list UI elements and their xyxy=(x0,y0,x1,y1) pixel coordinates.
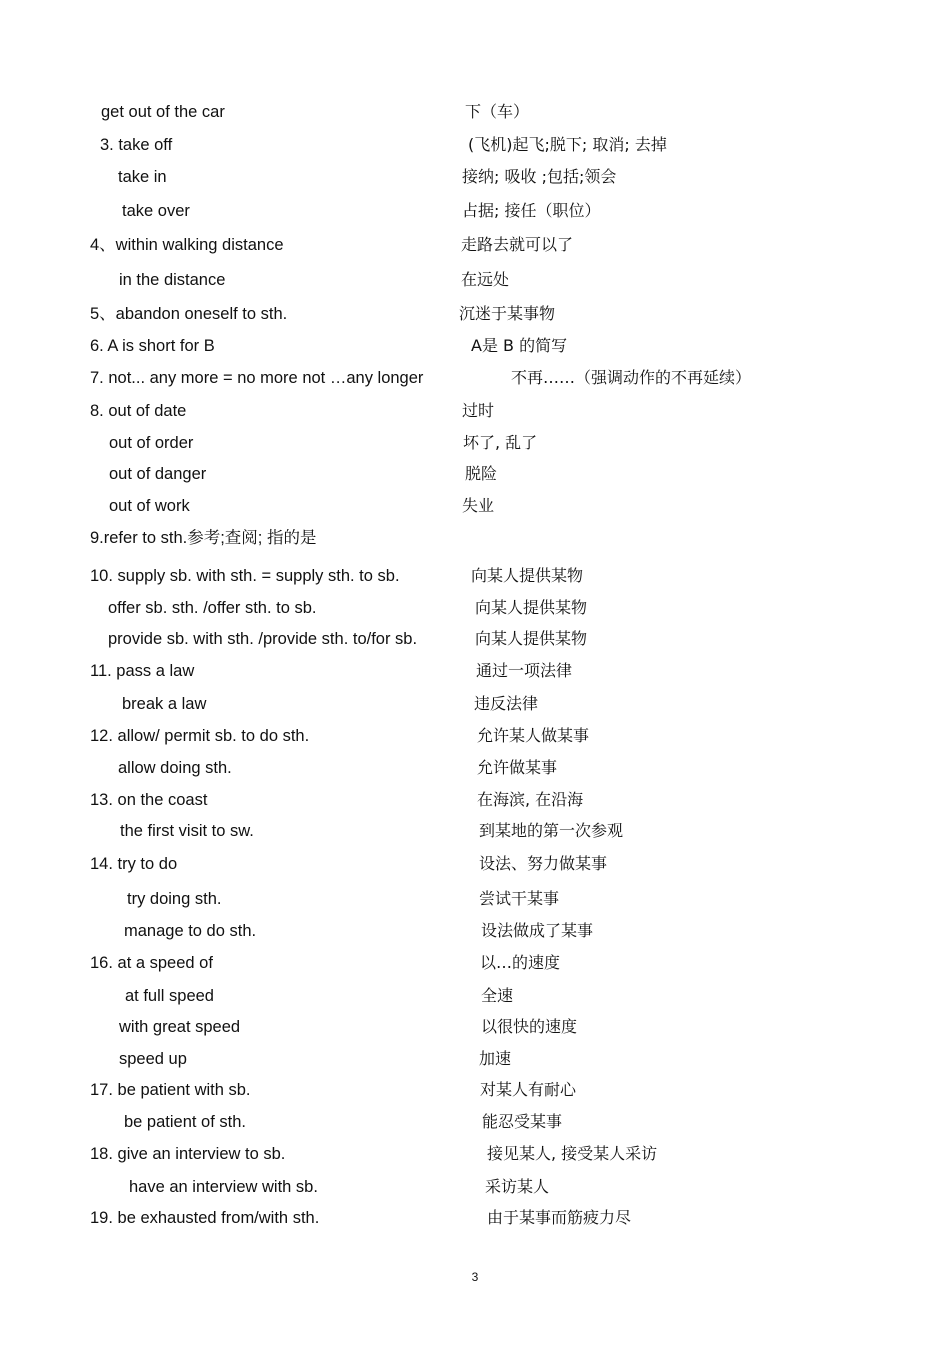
phrase-english: speed up xyxy=(119,1050,187,1068)
phrase-english: out of order xyxy=(109,434,194,452)
phrase-chinese: 全速 xyxy=(481,986,514,1005)
phrase-chinese: 设法做成了某事 xyxy=(481,921,594,940)
phrase-english: take over xyxy=(122,202,190,220)
phrase-english: 8. out of date xyxy=(90,402,187,420)
phrase-chinese: 到某地的第一次参观 xyxy=(479,821,624,840)
phrase-row xyxy=(0,267,950,293)
phrase-english: 13. on the coast xyxy=(90,791,208,809)
phrase-row xyxy=(0,493,950,519)
phrase-row xyxy=(0,1046,950,1072)
phrase-chinese: 过时 xyxy=(462,401,495,420)
phrase-english: be patient of sth. xyxy=(124,1113,247,1131)
phrase-english: 19. be exhausted from/with sth. xyxy=(90,1209,320,1227)
phrase-english: provide sb. with sth. /provide sth. to/for sb. xyxy=(108,630,418,648)
phrase-english: 10. supply sb. with sth. = supply sth. to sb. xyxy=(90,567,400,585)
phrase-chinese: 允许做某事 xyxy=(477,758,558,777)
phrase-english: 4、within walking distance xyxy=(90,236,284,254)
phrase-english: 18. give an interview to sb. xyxy=(90,1145,286,1163)
phrase-row xyxy=(0,365,950,391)
phrase-chinese: 不再……（强调动作的不再延续） xyxy=(511,368,752,387)
phrase-row xyxy=(0,132,950,158)
phrase-chinese: 允许某人做某事 xyxy=(477,726,590,745)
phrase-chinese: 接纳; 吸收 ;包括;领会 xyxy=(462,167,617,186)
phrase-row xyxy=(0,983,950,1009)
phrase-english: in the distance xyxy=(119,271,226,289)
phrase-chinese: 接见某人, 接受某人采访 xyxy=(487,1144,658,1163)
phrase-english: try doing sth. xyxy=(127,890,222,908)
phrase-english: offer sb. sth. /offer sth. to sb. xyxy=(108,599,317,617)
phrase-chinese: 坏了, 乱了 xyxy=(463,433,538,452)
phrase-english: 3. take off xyxy=(100,136,173,154)
phrase-chinese: 以…的速度 xyxy=(480,953,561,972)
phrase-chinese: 向某人提供某物 xyxy=(471,566,584,585)
phrase-row xyxy=(0,595,950,621)
phrase-row xyxy=(0,1174,950,1200)
phrase-english: get out of the car xyxy=(101,103,225,121)
phrase-chinese: 沉迷于某事物 xyxy=(459,304,556,323)
phrase-chinese: 向某人提供某物 xyxy=(475,629,588,648)
phrase-english: 12. allow/ permit sb. to do sth. xyxy=(90,727,310,745)
phrase-row xyxy=(0,99,950,125)
phrase-chinese: 在远处 xyxy=(461,270,510,289)
phrase-chinese: 设法、努力做某事 xyxy=(479,854,608,873)
phrase-english: 17. be patient with sb. xyxy=(90,1081,251,1099)
phrase-english: with great speed xyxy=(119,1018,241,1036)
phrase-row xyxy=(0,851,950,877)
phrase-row xyxy=(0,723,950,749)
phrase-row xyxy=(0,1205,950,1231)
phrase-english: 16. at a speed of xyxy=(90,954,213,972)
phrase-english: 14. try to do xyxy=(90,855,178,873)
phrase-chinese: 向某人提供某物 xyxy=(475,598,588,617)
phrase-row xyxy=(0,1014,950,1040)
phrase-chinese: 对某人有耐心 xyxy=(480,1080,577,1099)
phrase-chinese: 由于某事而筋疲力尽 xyxy=(487,1208,632,1227)
phrase-row xyxy=(0,918,950,944)
phrase-chinese: 加速 xyxy=(479,1049,512,1068)
phrase-chinese: 以很快的速度 xyxy=(481,1017,578,1036)
phrase-row xyxy=(0,525,950,551)
phrase-row xyxy=(0,787,950,813)
phrase-row xyxy=(0,658,950,684)
phrase-row xyxy=(0,1109,950,1135)
phrase-english: the first visit to sw. xyxy=(120,822,254,840)
phrase-english: 9.refer to sth.参考;查阅; 指的是 xyxy=(90,529,317,547)
phrase-chinese: (飞机)起飞;脱下; 取消; 去掉 xyxy=(468,135,667,154)
phrase-row xyxy=(0,301,950,327)
phrase-row xyxy=(0,461,950,487)
phrase-chinese: 尝试干某事 xyxy=(479,889,560,908)
phrase-english: 6. A is short for B xyxy=(90,337,215,355)
phrase-row xyxy=(0,232,950,258)
phrase-row xyxy=(0,398,950,424)
phrase-row xyxy=(0,164,950,190)
phrase-chinese: 采访某人 xyxy=(485,1177,550,1196)
phrase-row xyxy=(0,1141,950,1167)
phrase-chinese: 通过一项法律 xyxy=(476,661,573,680)
phrase-chinese: 脱险 xyxy=(465,464,498,483)
phrase-row xyxy=(0,691,950,717)
page-number: 3 xyxy=(471,1270,479,1284)
phrase-english: out of work xyxy=(109,497,190,515)
phrase-row xyxy=(0,198,950,224)
phrase-row xyxy=(0,333,950,359)
phrase-chinese: 在海滨, 在沿海 xyxy=(477,790,584,809)
phrase-chinese: 失业 xyxy=(462,496,495,515)
phrase-english: have an interview with sb. xyxy=(129,1178,318,1196)
phrase-row xyxy=(0,755,950,781)
phrase-english: allow doing sth. xyxy=(118,759,232,777)
phrase-row xyxy=(0,950,950,976)
phrase-chinese: 下（车） xyxy=(465,102,530,121)
phrase-english: at full speed xyxy=(125,987,214,1005)
phrase-english: out of danger xyxy=(109,465,207,483)
phrase-english: 11. pass a law xyxy=(90,662,195,680)
phrase-row xyxy=(0,1077,950,1103)
phrase-row xyxy=(0,430,950,456)
phrase-chinese: 能忍受某事 xyxy=(482,1112,563,1131)
phrase-english: take in xyxy=(118,168,167,186)
phrase-chinese: A是 B 的简写 xyxy=(471,336,568,355)
phrase-english: 7. not... any more = no more not …any longer xyxy=(90,369,424,387)
phrase-chinese: 走路去就可以了 xyxy=(461,235,574,254)
phrase-row xyxy=(0,563,950,589)
phrase-row xyxy=(0,626,950,652)
phrase-row xyxy=(0,886,950,912)
phrase-english: manage to do sth. xyxy=(124,922,257,940)
phrase-chinese: 占据; 接任（职位） xyxy=(462,201,601,220)
phrase-english: break a law xyxy=(122,695,207,713)
phrase-english: 5、abandon oneself to sth. xyxy=(90,305,288,323)
phrase-chinese: 违反法律 xyxy=(474,694,539,713)
phrase-row xyxy=(0,818,950,844)
